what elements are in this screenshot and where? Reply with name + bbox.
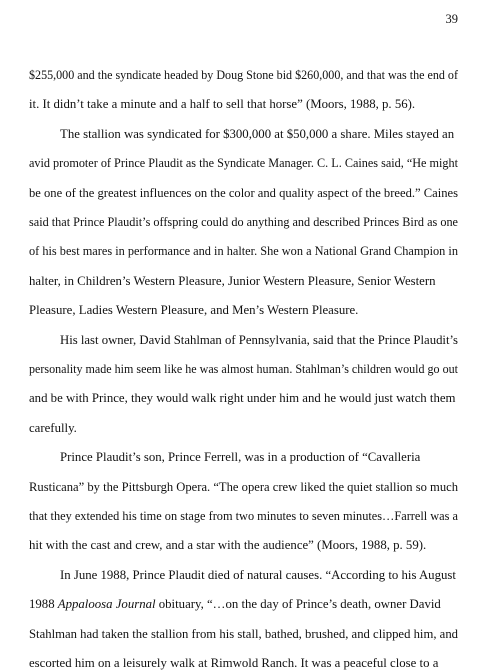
text-line-content: In June 1988, Prince Plaudit died of natural causes. “According to his August: [60, 567, 456, 582]
text-line: [0, 538, 487, 554]
text-line-content: Rusticana” by the Pittsburgh Opera. “The opera crew liked the quiet stallion so much: [29, 479, 459, 494]
text-line: [0, 568, 487, 584]
text-line-content: halter, in Children’s Western Pleasure, Junior Western Pleasure, Senior Western: [29, 273, 436, 288]
text-line-content: it. It didn’t take a minute and a half to sell that horse” (Moors, 1988, p. 56).: [29, 97, 416, 112]
text-line-content: carefully.: [29, 420, 77, 435]
text-line: [0, 597, 487, 613]
text-line-content: Prince Plaudit’s son, Prince Ferrell, was in a production of “Cavalleria: [60, 450, 421, 465]
text-line: [0, 333, 487, 349]
text-segment: 1988: [29, 597, 58, 612]
text-line: [0, 362, 487, 378]
text-line: [0, 127, 487, 143]
text-line: [0, 303, 487, 319]
text-line-content: and be with Prince, they would walk right under him and he would just watch them: [29, 391, 456, 406]
text-line-content: The stallion was syndicated for $300,000 at $50,000 a share. Miles stayed an: [60, 126, 455, 141]
italic-title: Appaloosa Journal: [57, 597, 156, 612]
text-line: [0, 627, 487, 643]
text-line-content: His last owner, David Stahlman of Pennsylvania, said that the Prince Plaudit’s: [60, 332, 459, 347]
text-line: [0, 421, 487, 437]
text-segment: obituary, “…on the day of Prince’s death, owner David: [155, 597, 441, 612]
text-line-content: be one of the greatest influences on the color and quality aspect of the breed.” Caines: [29, 185, 458, 200]
text-line-content: [29, 597, 441, 612]
text-line: [0, 68, 487, 84]
page-number: 39: [445, 12, 458, 26]
text-line-content: of his best mares in performance and in halter. She won a National Grand Champion in: [29, 244, 458, 259]
text-line-content: Stahlman had taken the stallion from his stall, bathed, brushed, and clipped him, and: [29, 626, 459, 641]
text-line: [0, 97, 487, 113]
text-line-content: that they extended his time on stage from two minutes to seven minutes…Farrell was a: [29, 509, 459, 523]
text-line: [0, 274, 487, 290]
text-line: [0, 156, 487, 172]
text-line: [0, 656, 487, 672]
text-line: [0, 391, 487, 407]
text-line: [0, 186, 487, 202]
text-line-content: personality made him seem like he was almost human. Stahlman’s children would go out: [29, 362, 458, 376]
text-line-content: said that Prince Plaudit’s offspring could do anything and described Princes Bird as one: [29, 215, 458, 229]
text-line-content: $255,000 and the syndicate headed by Doug Stone bid $260,000, and that was the end of: [29, 68, 458, 82]
text-line: [0, 215, 487, 231]
text-line: [0, 450, 487, 466]
text-line: [0, 244, 487, 260]
text-line-content: escorted him on a leisurely walk at Rimwold Ranch. It was a peaceful close to a: [29, 656, 439, 670]
text-line: [0, 480, 487, 496]
text-line-content: avid promoter of Prince Plaudit as the Syndicate Manager. C. L. Caines said, “He might: [29, 156, 459, 171]
text-line-content: Pleasure, Ladies Western Pleasure, and Men’s Western Pleasure.: [29, 303, 359, 318]
text-line-content: hit with the cast and crew, and a star with the audience” (Moors, 1988, p. 59).: [29, 538, 427, 553]
text-line: [0, 509, 487, 525]
